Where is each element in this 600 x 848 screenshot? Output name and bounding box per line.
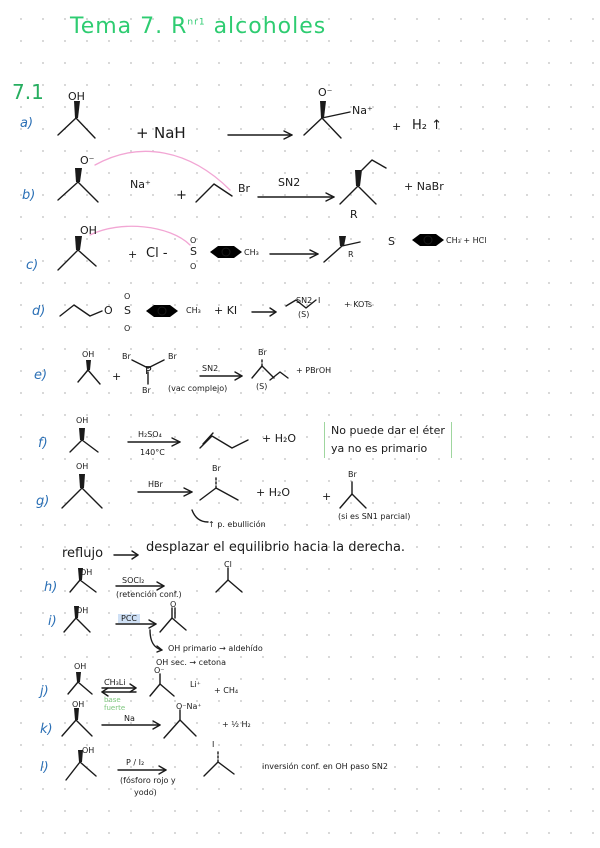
row-label-c: c)	[26, 258, 39, 273]
s-c-product: S	[388, 235, 395, 248]
sub-l-1: (fósforo rojo y	[120, 776, 176, 785]
ring-d	[146, 305, 178, 317]
title-main: Tema 7. R	[70, 14, 188, 39]
product-c: CH₃ + HCl	[446, 236, 487, 245]
structure-g-product	[200, 476, 238, 500]
o-minus-j: O⁻	[154, 666, 165, 675]
cond-e: SN2	[202, 364, 219, 373]
arrow-reflux	[114, 551, 138, 559]
sn-d: SN2	[296, 296, 313, 305]
base-note-j: base fuerte	[104, 696, 126, 712]
arrow-e	[200, 372, 242, 380]
mechanism-arrow-b	[95, 151, 230, 190]
s-label-d: (S)	[298, 310, 310, 319]
oh-a: OH	[68, 90, 85, 103]
plus-a: +	[136, 124, 149, 142]
note-l: inversión conf. en OH paso SN2	[262, 762, 388, 771]
i-l: I	[212, 740, 215, 749]
structure-c-product	[324, 236, 360, 262]
structure-k-reactant	[62, 708, 92, 736]
br-b: Br	[238, 182, 251, 195]
structure-l-product	[204, 750, 234, 776]
o-bot-c: O	[190, 262, 197, 271]
title-superscript: nr1	[187, 17, 206, 28]
row-label-k: k)	[40, 722, 53, 737]
na-b: Na⁺	[130, 178, 151, 191]
o-minus-a: O⁻	[318, 86, 333, 99]
na-a: Na⁺	[352, 104, 373, 117]
sub-e: (vac complejo)	[168, 384, 228, 393]
structure-j-reactant	[68, 672, 92, 694]
row-label-d: d)	[32, 304, 46, 319]
oh-h: OH	[80, 568, 93, 577]
note-f-line2: ya no es primario	[331, 442, 428, 455]
arrow-b	[258, 193, 334, 201]
cond-b: SN2	[278, 176, 301, 189]
product-b: + NaBr	[404, 180, 444, 193]
structure-a-reactant	[58, 101, 95, 138]
peb-g: ↑ p. ebullición	[208, 520, 266, 529]
ring-c	[210, 246, 242, 258]
br-product-e: Br	[258, 348, 267, 357]
mechanism-arrow-c	[90, 226, 190, 245]
br-g: Br	[212, 464, 221, 473]
note-f-line1: No puede dar el éter	[331, 424, 445, 437]
o-top-c: O	[190, 236, 197, 245]
ch3-d: CH₃	[186, 306, 201, 315]
s-d: S	[124, 304, 131, 317]
structure-e-reactant	[78, 360, 100, 384]
r-b: R	[350, 208, 358, 221]
li-j: Li⁺	[190, 680, 201, 689]
structure-g-product-2	[340, 482, 366, 508]
cl-h: Cl	[224, 560, 232, 569]
oh-i: OH	[76, 606, 89, 615]
arrow-a	[228, 131, 292, 139]
note-i-2: OH sec. → cetona	[156, 658, 226, 667]
structure-j-product	[150, 674, 174, 696]
title-rest: alcoholes	[213, 14, 327, 39]
row-label-e: e)	[34, 368, 48, 383]
reagent-i: PCC	[118, 614, 140, 623]
pointer-i	[150, 630, 162, 652]
note-box-f	[324, 422, 452, 458]
structure-f-product	[200, 433, 248, 448]
row-label-a: a)	[20, 116, 34, 131]
structure-c-reactant	[58, 236, 96, 270]
s-c: S	[190, 245, 197, 258]
arrow-f	[128, 438, 180, 446]
h2o-g: + H₂O	[256, 486, 291, 499]
oh-f: OH	[76, 416, 89, 425]
r-c: R	[348, 250, 354, 259]
reagent-f: H₂SO₄	[138, 430, 162, 439]
reagent-l: P / I₂	[126, 758, 145, 767]
product-i-d: I	[318, 296, 321, 305]
oh-c: OH	[80, 224, 97, 237]
oh-k: OH	[72, 700, 85, 709]
structure-b-reactant	[58, 168, 98, 202]
structure-d-reactant	[60, 305, 102, 316]
o-bot-d: O	[124, 324, 131, 333]
plus-a-2: +	[392, 120, 402, 133]
reagent-g: HBr	[148, 480, 163, 489]
h2-a: H₂ ↑	[412, 118, 443, 133]
row-label-h: h)	[44, 580, 58, 595]
reagent-a: NaH	[154, 124, 186, 142]
o-top-d: O	[124, 292, 131, 301]
row-label-f: f)	[38, 436, 48, 451]
ring-c-product	[412, 234, 444, 246]
br2-g: Br	[348, 470, 357, 479]
arrow-g	[138, 488, 192, 496]
o-d: O	[104, 304, 113, 317]
plus-b: +	[176, 188, 187, 203]
structure-a-product	[304, 101, 350, 138]
oh-e: OH	[82, 350, 95, 359]
structure-h-product	[216, 568, 242, 592]
arrow-l	[118, 766, 166, 774]
reagent-k: Na	[124, 714, 135, 723]
note-i-1: OH primario → aldehído	[168, 644, 263, 653]
oh-j: OH	[74, 662, 87, 671]
o-minus-b: O⁻	[80, 154, 95, 167]
ki-d: + KI	[214, 304, 238, 317]
section-number: 7.1	[12, 80, 44, 104]
sub-l-2: yodo)	[134, 788, 157, 797]
kots-d: + KOTs	[344, 300, 373, 309]
row-label-g: g)	[36, 494, 50, 509]
reflux-label: reflujo	[62, 546, 104, 561]
br1-e: Br	[122, 352, 131, 361]
note-g: (si es SN1 parcial)	[338, 512, 411, 521]
product-e: + PBrOH	[296, 366, 332, 375]
structure-e-product	[252, 358, 274, 378]
br2-e: Br	[168, 352, 177, 361]
oh-g: OH	[76, 462, 89, 471]
o-i: O	[170, 600, 177, 609]
temp-f: 140°C	[140, 448, 165, 457]
structure-b-product	[340, 160, 386, 204]
arrow-d	[252, 308, 276, 316]
row-label-i: i)	[48, 614, 57, 629]
o-na-k: O⁻Na⁺	[176, 702, 202, 711]
cl-c: Cl -	[146, 246, 168, 261]
h2-k: + ½ H₂	[222, 720, 251, 729]
sub-h: (retención conf.)	[116, 590, 182, 599]
plus-g: +	[322, 490, 332, 503]
plus-c: +	[128, 248, 138, 261]
reflux-explanation: desplazar el equilibrio hacia la derecha.	[146, 540, 406, 555]
p-e: P	[145, 364, 152, 377]
reagent-j: CH₃Li	[104, 678, 126, 687]
row-label-j: j)	[40, 684, 49, 699]
ch4-j: + CH₄	[214, 686, 239, 695]
structure-i-product	[160, 608, 186, 632]
structure-k-product	[164, 710, 196, 738]
pointer-g	[192, 510, 208, 522]
structure-g-reactant	[62, 474, 102, 508]
ch3-c: CH₃	[244, 248, 259, 257]
row-label-b: b)	[22, 188, 36, 203]
br3-e: Br	[142, 386, 151, 395]
row-label-l: l)	[40, 760, 49, 775]
h2o-f: + H₂O	[262, 432, 297, 445]
s-e: (S)	[256, 382, 268, 391]
structure-f-reactant	[70, 428, 98, 452]
arrow-c	[270, 250, 318, 258]
reagent-h: SOCl₂	[122, 576, 145, 585]
oh-l: OH	[82, 746, 95, 755]
plus-e: +	[112, 370, 122, 383]
